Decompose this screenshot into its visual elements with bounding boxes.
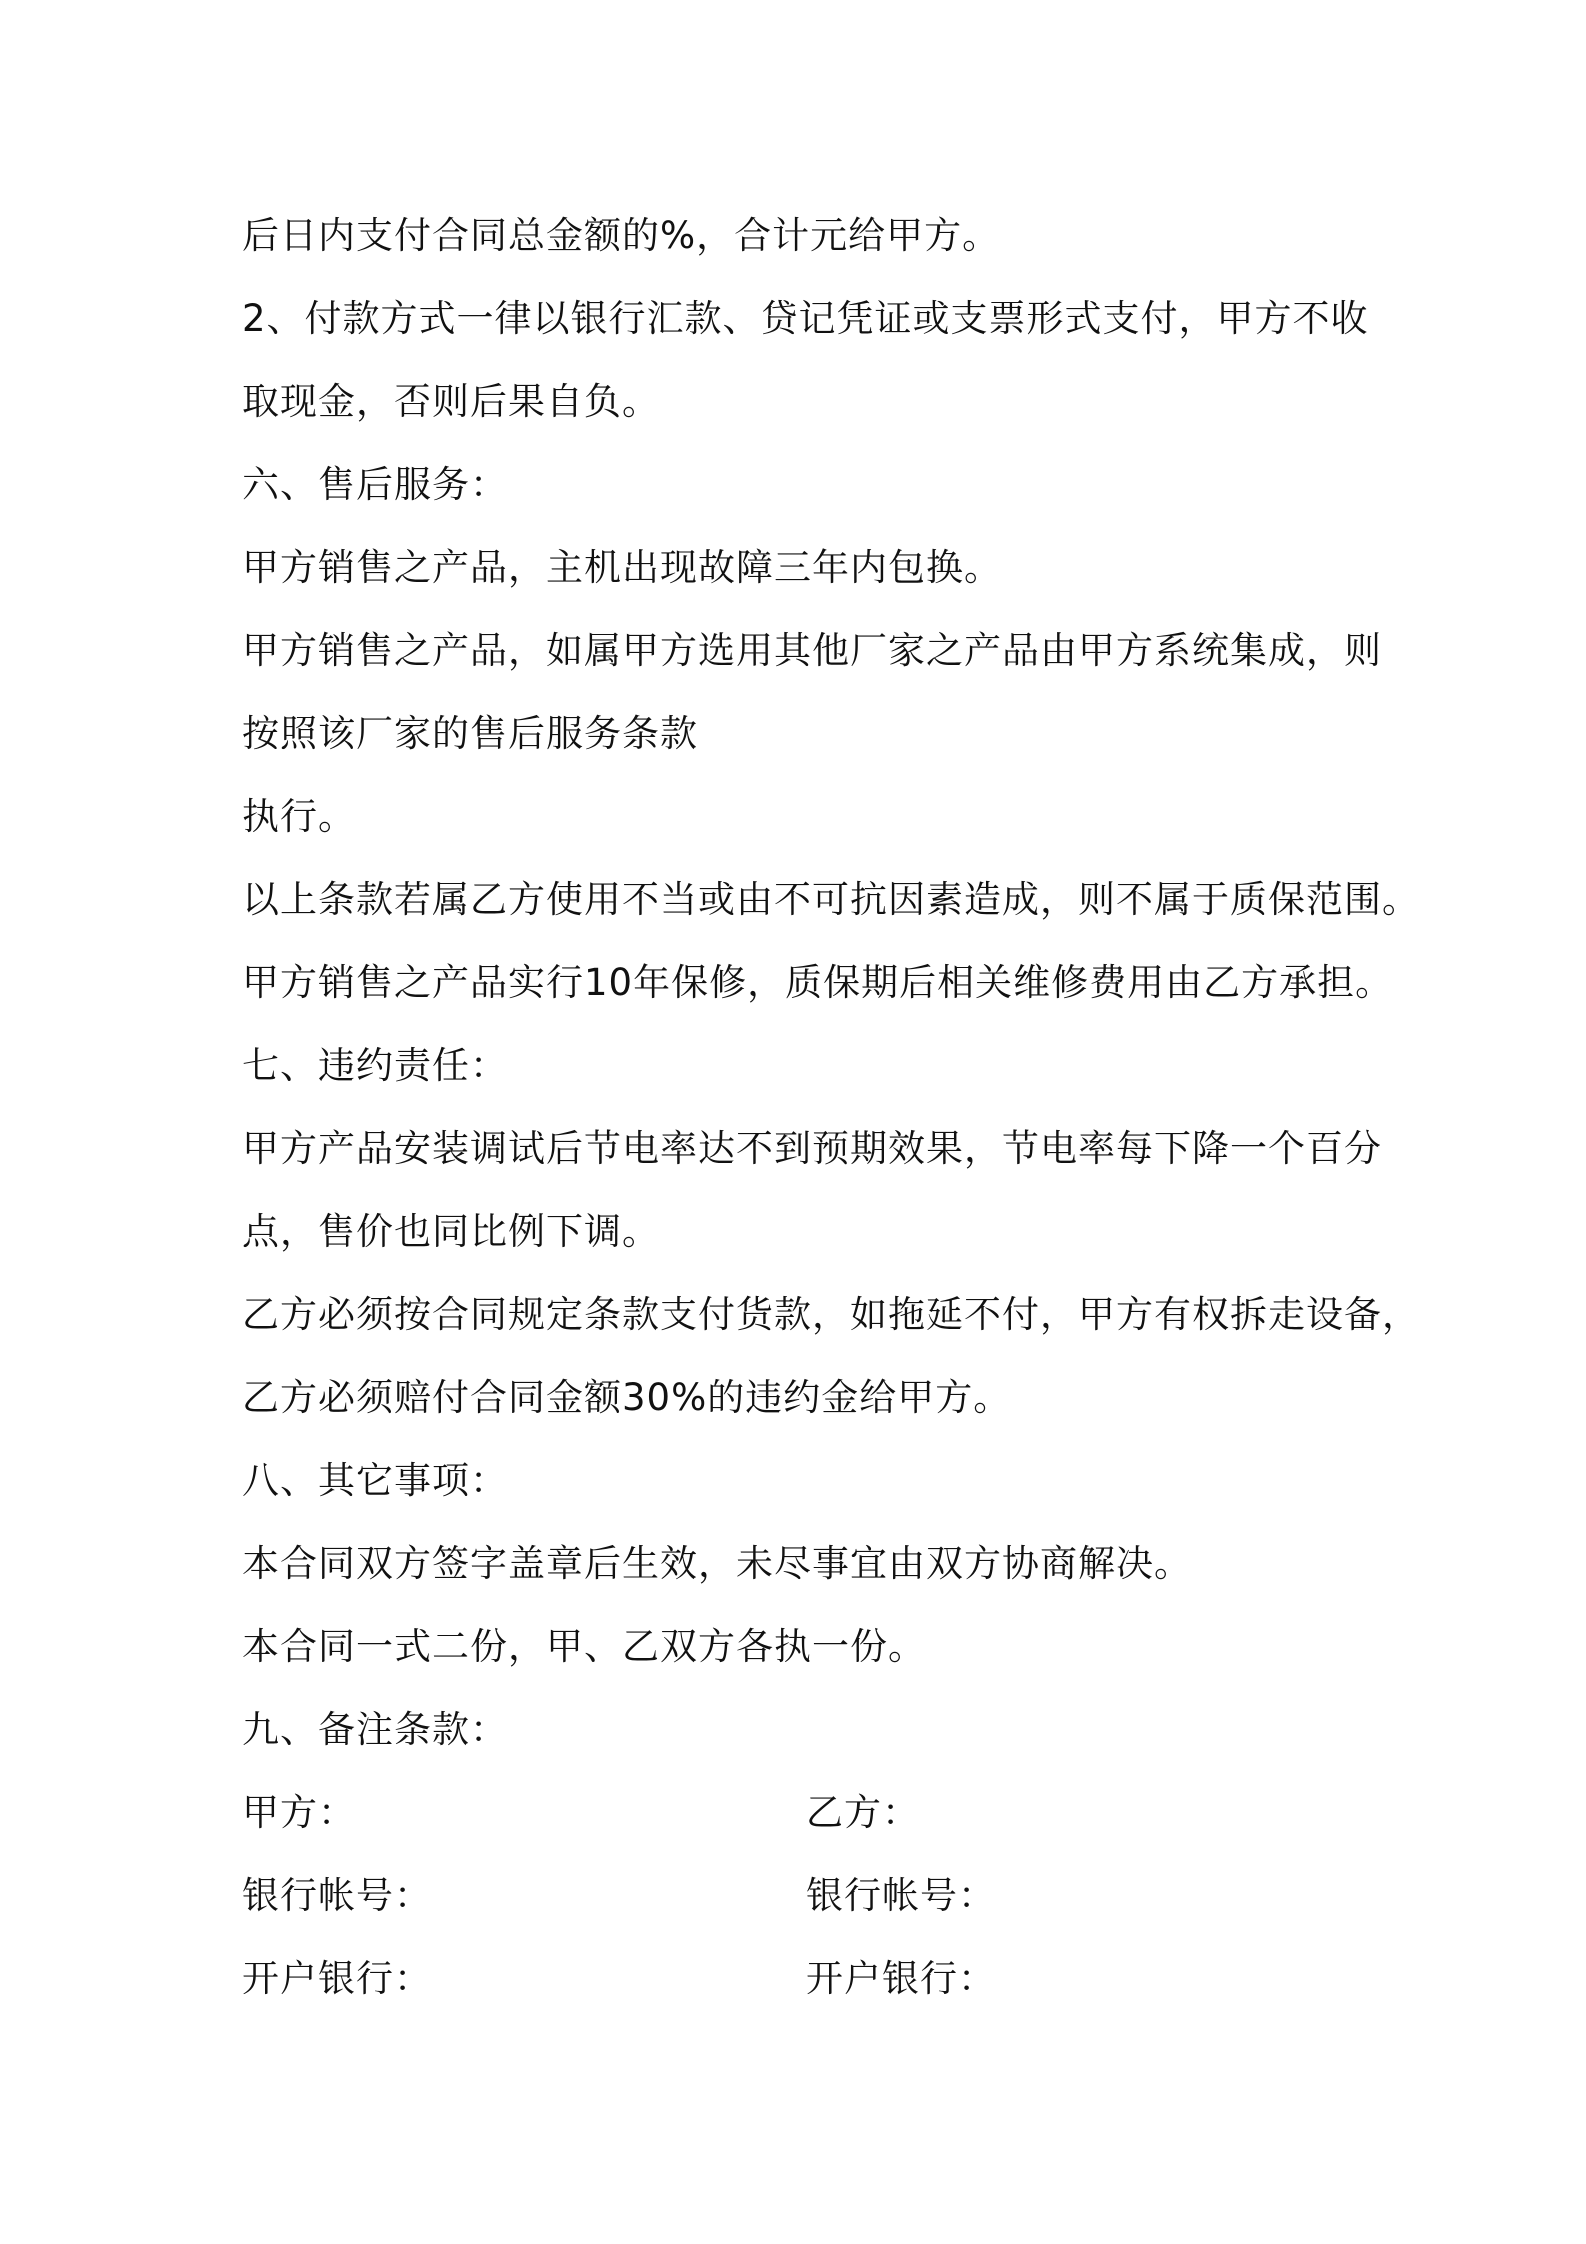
other-item-2: 本合同一式二份，甲、乙双方各执一份。 — [242, 1625, 926, 1668]
section-heading-liability: 七、违约责任： — [242, 1044, 508, 1087]
liability-item-2: 乙方必须按合同规定条款支付货款，如拖延不付，甲方有权拆走设备， — [242, 1293, 1420, 1336]
payment-clause-tail: 后日内支付合同总金额的%，合计元给甲方。 — [242, 214, 1001, 257]
section-heading-after-sales: 六、售后服务： — [242, 463, 508, 506]
liability-item-2-cont: 乙方必须赔付合同金额30%的违约金给甲方。 — [242, 1376, 1012, 1419]
after-sales-item-1: 甲方销售之产品，主机出现故障三年内包换。 — [242, 546, 1002, 589]
party-b-bank-account-label: 银行帐号： — [806, 1874, 996, 1917]
after-sales-item-2-cont: 按照该厂家的售后服务条款 — [242, 712, 698, 755]
party-a-bank-account-label: 银行帐号： — [242, 1874, 432, 1917]
party-a-bank-label: 开户银行： — [242, 1957, 432, 2000]
liability-item-1: 甲方产品安装调试后节电率达不到预期效果，节电率每下降一个百分 — [242, 1127, 1382, 1170]
after-sales-item-4: 甲方销售之产品实行10年保修，质保期后相关维修费用由乙方承担。 — [242, 961, 1394, 1004]
party-b-label: 乙方： — [806, 1791, 920, 1834]
liability-item-1-cont: 点，售价也同比例下调。 — [242, 1210, 660, 1253]
party-a-label: 甲方： — [242, 1791, 356, 1834]
payment-method-clause: 2、付款方式一律以银行汇款、贷记凭证或支票形式支付，甲方不收 — [242, 297, 1369, 340]
payment-method-clause-cont: 取现金，否则后果自负。 — [242, 380, 660, 423]
section-heading-other: 八、其它事项： — [242, 1459, 508, 1502]
section-heading-remarks: 九、备注条款： — [242, 1708, 508, 1751]
other-item-1: 本合同双方签字盖章后生效，未尽事宜由双方协商解决。 — [242, 1542, 1192, 1585]
party-b-bank-label: 开户银行： — [806, 1957, 996, 2000]
after-sales-item-2: 甲方销售之产品，如属甲方选用其他厂家之产品由甲方系统集成，则 — [242, 629, 1382, 672]
after-sales-item-2-end: 执行。 — [242, 795, 356, 838]
after-sales-item-3: 以上条款若属乙方使用不当或由不可抗因素造成，则不属于质保范围。 — [242, 878, 1420, 921]
